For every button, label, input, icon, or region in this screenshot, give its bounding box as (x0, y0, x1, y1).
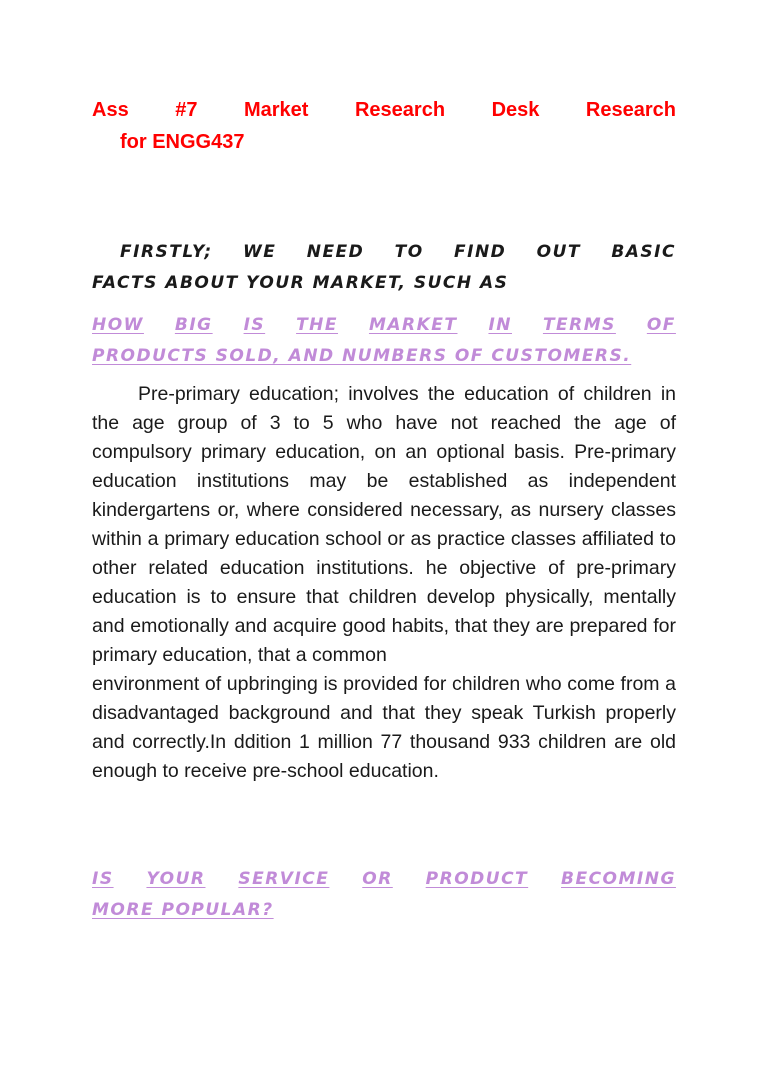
title-word: Desk (491, 99, 540, 121)
heading-word: BECOMING (561, 869, 676, 889)
body-paragraph (92, 380, 676, 786)
title-word: Ass (92, 99, 129, 121)
heading-word: BIG (174, 315, 213, 335)
heading-word: PRODUCT (425, 869, 529, 889)
heading-word: IS (92, 869, 114, 889)
heading-word: SERVICE (238, 869, 330, 889)
title-word: Research (585, 99, 676, 121)
title-word: Market (243, 99, 309, 121)
heading-word: THE (296, 315, 339, 335)
heading-word: MARKET (368, 315, 458, 335)
intro-heading-line-1 (92, 237, 676, 268)
heading-word: WE (243, 242, 277, 262)
heading-word: NEED (306, 242, 365, 262)
paragraph-part-1: Pre-primary education; involves the education of children in the age group of 3 to 5 who have not reached the age of compulsory primary education, on an optional basis. Pre-primary education institutions may be established as independent kindergartens or, where considered necessary, as nursery classes within a primary education school or as practice classes affiliated to other related education institutions. he objective of pre-primary education is to ensure that children develop physically, mentally and emotionally and acquire good habits, that they are prepared for primary education, that a common (92, 383, 676, 666)
paragraph-part-2: environment of upbringing is provided for children who come from a disadvantaged background and that they speak Turkish properly and correctly.In ddition 1 million 77 thousand 933 children are old enough to receive pre-school education. (92, 673, 676, 782)
question-heading-line-2: PRODUCTS SOLD, AND NUMBERS OF CUSTOMERS. (92, 346, 632, 366)
question-heading-line-2: MORE POPULAR? (92, 900, 274, 920)
heading-word: BASIC (611, 242, 676, 262)
heading-word: TO (394, 242, 424, 262)
heading-word: IN (488, 315, 512, 335)
heading-word: YOUR (146, 869, 206, 889)
title-line-1 (92, 94, 676, 126)
heading-word: IS (243, 315, 266, 335)
heading-word: FIND (454, 242, 507, 262)
title-line-2: for ENGG437 (120, 131, 245, 153)
question-heading-market-size (92, 310, 676, 372)
question-heading-popularity (92, 864, 676, 926)
intro-heading (92, 237, 676, 299)
intro-heading-line-2: FACTS ABOUT YOUR MARKET, SUCH AS (92, 273, 509, 293)
heading-word: HOW (92, 315, 144, 335)
heading-word: TERMS (542, 315, 616, 335)
heading-word: OUT (536, 242, 581, 262)
document-title (92, 94, 676, 158)
title-word: #7 (175, 99, 198, 121)
title-word: Research (354, 99, 446, 121)
heading-word: FIRSTLY; (120, 242, 213, 262)
question-heading-line-1 (92, 864, 676, 895)
heading-word: OF (646, 315, 676, 335)
question-heading-line-1 (92, 310, 676, 341)
heading-word: OR (362, 869, 393, 889)
